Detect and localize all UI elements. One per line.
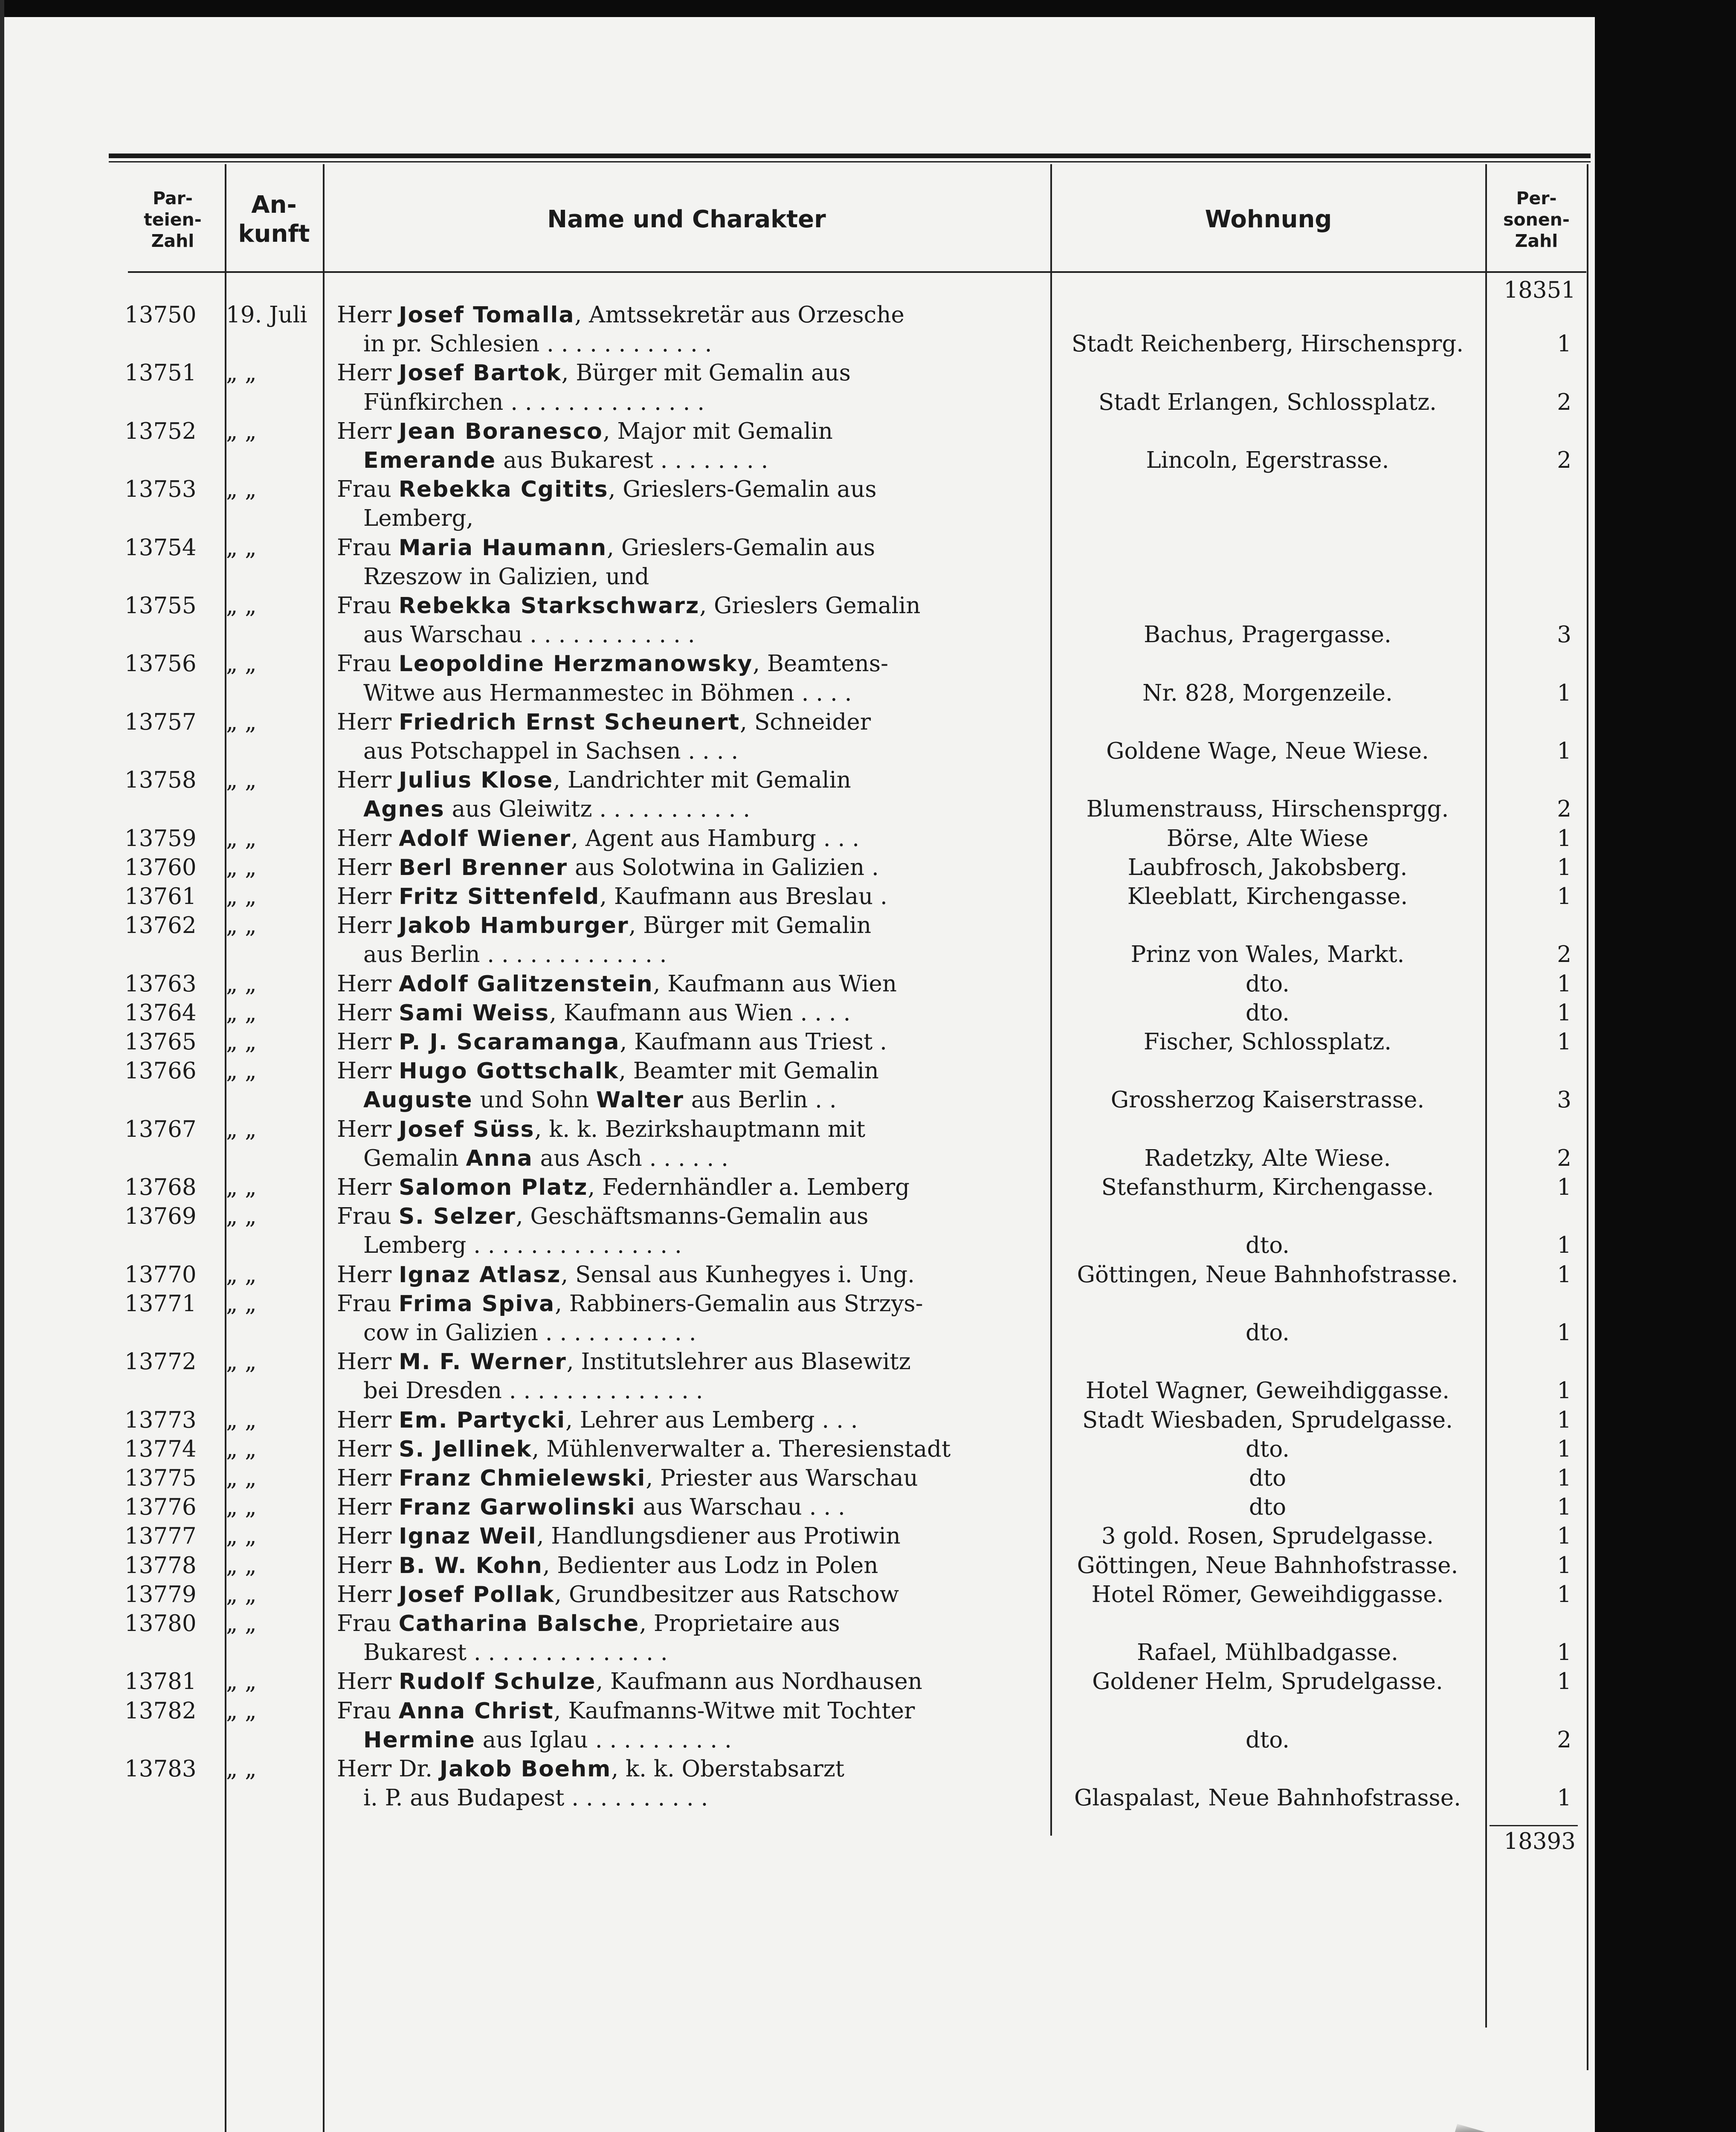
name-line-cont xyxy=(337,620,1047,649)
total-rule xyxy=(1490,1825,1578,1826)
name-line: Frau Catharina Balsche, Proprietaire aus xyxy=(337,1611,840,1637)
partei-number: 13750 xyxy=(125,302,197,328)
name-line: Frau Frima Spiva, Rabbiners-Gemalin aus Strzys- xyxy=(337,1290,923,1317)
guest-name: Friedrich Ernst Scheunert xyxy=(399,709,740,735)
header-text: Zahl xyxy=(1515,231,1558,251)
arrival-date: „ „ xyxy=(226,1494,257,1521)
name-continuation: Hermine aus Iglau . . . . . . . . . . xyxy=(363,1726,732,1753)
name-line: Herr Sami Weiss, Kaufmann aus Wien . . . . xyxy=(337,999,851,1026)
guest-name: Anna Christ xyxy=(398,1698,554,1724)
partei-number: 13767 xyxy=(125,1116,197,1142)
arrival-date: „ „ xyxy=(226,1407,257,1433)
header-text: Wohnung xyxy=(1205,205,1332,233)
wohnung: Stefansthurm, Kirchengasse. xyxy=(1101,1174,1434,1200)
wohnung: Prinz von Wales, Markt. xyxy=(1130,941,1405,968)
personen-count: 1 xyxy=(1557,1174,1571,1200)
guest-name: Hugo Gottschalk xyxy=(399,1058,619,1084)
personen-count: 1 xyxy=(1557,1261,1571,1288)
personen-count: 1 xyxy=(1557,1029,1571,1055)
personen-count: 1 xyxy=(1557,1436,1571,1462)
paper-scuff-mark xyxy=(1443,2124,1580,2132)
partei-number: 13774 xyxy=(125,1436,197,1462)
wohnung: dto xyxy=(1249,1465,1287,1491)
wohnung: Rafael, Mühlbadgasse. xyxy=(1136,1640,1399,1666)
guest-name: P. J. Scaramanga xyxy=(399,1029,620,1055)
guest-name: Leopoldine Herzmanowsky xyxy=(398,651,753,677)
name-line: Herr Julius Klose, Landrichter mit Gemalin xyxy=(337,767,851,794)
carried-total: 18351 xyxy=(1504,277,1576,303)
personen-count: 2 xyxy=(1557,796,1571,823)
personen-count: 1 xyxy=(1557,1320,1571,1346)
column-divider xyxy=(323,164,325,2132)
name-line: Herr Josef Pollak, Grundbesitzer aus Ratschow xyxy=(337,1581,899,1608)
name-line-cont xyxy=(337,737,1047,766)
personen-count: 1 xyxy=(1557,1232,1571,1259)
name-line-cont xyxy=(337,330,1047,359)
header-text: Par- xyxy=(153,188,193,209)
wohnung: Börse, Alte Wiese xyxy=(1166,825,1369,852)
partei-number: 13766 xyxy=(125,1058,197,1084)
partei-number: 13758 xyxy=(125,767,197,794)
guest-name: M. F. Werner xyxy=(399,1349,567,1375)
arrival-date: „ „ xyxy=(226,360,257,386)
name-line: Herr Hugo Gottschalk, Beamter mit Gemalin xyxy=(337,1058,879,1084)
personen-count: 1 xyxy=(1557,999,1571,1026)
personen-count: 1 xyxy=(1557,331,1571,357)
name-line-cont xyxy=(337,1086,1047,1115)
guest-name: Adolf Galitzenstein xyxy=(399,971,653,997)
name-line-cont xyxy=(337,1231,1047,1260)
name-line: Herr Josef Bartok, Bürger mit Gemalin aus xyxy=(337,360,851,386)
personen-count: 2 xyxy=(1557,1726,1571,1753)
partei-number: 13762 xyxy=(125,912,197,939)
arrival-date: „ „ xyxy=(226,970,257,997)
arrival-date: „ „ xyxy=(226,1552,257,1579)
partei-number: 13764 xyxy=(125,999,197,1026)
personen-count: 1 xyxy=(1557,1494,1571,1521)
arrival-date: „ „ xyxy=(226,1611,257,1637)
name-line: Herr Jean Boranesco, Major mit Gemalin xyxy=(337,418,833,444)
partei-number: 13756 xyxy=(125,651,197,677)
arrival-date: „ „ xyxy=(226,1174,257,1200)
guest-name: Hermine xyxy=(363,1727,475,1753)
guest-name: Jakob Hamburger xyxy=(399,913,629,939)
guest-name: B. W. Kohn xyxy=(399,1553,543,1579)
personen-count: 1 xyxy=(1557,825,1571,852)
wohnung: Stadt Reichenberg, Hirschensprg. xyxy=(1071,331,1464,357)
guest-name: Julius Klose xyxy=(399,768,554,794)
name-continuation: Rzeszow in Galizien, und xyxy=(363,563,649,590)
wohnung: Glaspalast, Neue Bahnhofstrasse. xyxy=(1074,1785,1461,1811)
name-line: Herr Ignaz Atlasz, Sensal aus Kunhegyes i. Ung. xyxy=(337,1261,915,1288)
arrival-date: „ „ xyxy=(226,825,257,852)
header-text: teien- xyxy=(144,209,202,230)
wohnung: Grossherzog Kaiserstrasse. xyxy=(1110,1087,1425,1113)
guest-name: Auguste xyxy=(363,1087,473,1113)
arrival-date: „ „ xyxy=(226,534,257,561)
header-ankunft xyxy=(226,171,322,269)
name-line-cont xyxy=(337,1726,1047,1755)
name-line: Herr B. W. Kohn, Bedienter aus Lodz in Polen xyxy=(337,1552,878,1579)
arrival-date: 19. Juli xyxy=(226,302,307,328)
guest-name: S. Selzer xyxy=(398,1204,516,1230)
name-continuation: Witwe aus Hermanmestec in Böhmen . . . . xyxy=(363,680,852,706)
arrival-date: „ „ xyxy=(226,1116,257,1142)
header-text: An- xyxy=(251,191,297,219)
guest-name: Rebekka Cgitits xyxy=(398,477,609,503)
name-continuation: Gemalin Anna aus Asch . . . . . . xyxy=(363,1145,728,1171)
header-partei-zahl xyxy=(124,171,222,269)
partei-number: 13753 xyxy=(125,476,197,503)
partei-number: 13781 xyxy=(125,1669,197,1695)
name-line: Herr Franz Garwolinski aus Warschau . . . xyxy=(337,1494,845,1521)
personen-count: 1 xyxy=(1557,1581,1571,1608)
name-line: Herr Adolf Wiener, Agent aus Hamburg . . . xyxy=(337,825,860,852)
personen-count: 1 xyxy=(1557,1785,1571,1811)
arrival-date: „ „ xyxy=(226,1349,257,1375)
guest-name: Berl Brenner xyxy=(399,855,568,881)
guest-name: Maria Haumann xyxy=(398,535,607,561)
wohnung: Lincoln, Egerstrasse. xyxy=(1146,447,1389,473)
partei-number: 13773 xyxy=(125,1407,197,1433)
partei-number: 13760 xyxy=(125,854,197,881)
name-continuation: Emerande aus Bukarest . . . . . . . . xyxy=(363,447,768,473)
wohnung: Stadt Erlangen, Schlossplatz. xyxy=(1098,389,1437,415)
scan-left-edge xyxy=(0,0,4,2132)
partei-number: 13779 xyxy=(125,1581,197,1608)
name-line-cont xyxy=(337,1784,1047,1813)
wohnung: Fischer, Schlossplatz. xyxy=(1143,1029,1392,1055)
wohnung: Göttingen, Neue Bahnhofstrasse. xyxy=(1077,1261,1458,1288)
wohnung: Blumenstrauss, Hirschensprgg. xyxy=(1086,796,1449,823)
guest-name: Sami Weiss xyxy=(399,1000,550,1026)
final-total: 18393 xyxy=(1504,1828,1576,1854)
guest-name: Josef Bartok xyxy=(399,360,562,386)
scan-right-border xyxy=(1595,0,1736,2132)
header-wohnung xyxy=(1052,171,1485,269)
guest-name: Fritz Sittenfeld xyxy=(399,884,600,910)
partei-number: 13776 xyxy=(125,1494,197,1521)
name-line-cont xyxy=(337,446,1047,475)
column-divider xyxy=(225,164,226,2132)
partei-number: 13778 xyxy=(125,1552,197,1579)
guest-name: Franz Garwolinski xyxy=(399,1495,636,1521)
personen-count: 2 xyxy=(1557,447,1571,473)
column-divider xyxy=(1050,164,1052,1836)
arrival-date: „ „ xyxy=(226,593,257,619)
partei-number: 13757 xyxy=(125,709,197,735)
partei-number: 13754 xyxy=(125,534,197,561)
scan-top-border xyxy=(0,0,1736,17)
header-text: sonen- xyxy=(1503,209,1570,230)
name-line: Herr Josef Tomalla, Amtssekretär aus Orzesche xyxy=(337,302,904,328)
personen-count: 2 xyxy=(1557,389,1571,415)
guest-name: Walter xyxy=(596,1087,684,1113)
guest-name: Jean Boranesco xyxy=(399,418,603,444)
personen-count: 1 xyxy=(1557,854,1571,881)
name-line: Herr S. Jellinek, Mühlenverwalter a. Theresienstadt xyxy=(337,1436,951,1462)
guest-name: Josef Süss xyxy=(399,1116,535,1142)
guest-name: Ignaz Weil xyxy=(399,1524,537,1550)
partei-number: 13768 xyxy=(125,1174,197,1200)
name-line-cont xyxy=(337,1144,1047,1173)
guest-name: Rebekka Starkschwarz xyxy=(398,593,700,619)
name-line: Herr Josef Süss, k. k. Bezirkshauptmann mit xyxy=(337,1116,866,1142)
partei-number: 13772 xyxy=(125,1349,197,1375)
name-continuation: Agnes aus Gleiwitz . . . . . . . . . . . xyxy=(363,796,751,823)
arrival-date: „ „ xyxy=(226,1581,257,1608)
arrival-date: „ „ xyxy=(226,1203,257,1230)
personen-count: 2 xyxy=(1557,941,1571,968)
wohnung: dto. xyxy=(1245,1436,1290,1462)
wohnung: dto. xyxy=(1245,1320,1290,1346)
arrival-date: „ „ xyxy=(226,476,257,503)
arrival-date: „ „ xyxy=(226,1029,257,1055)
partei-number: 13782 xyxy=(125,1697,197,1724)
personen-count: 3 xyxy=(1557,622,1571,648)
arrival-date: „ „ xyxy=(226,854,257,881)
partei-number: 13752 xyxy=(125,418,197,444)
column-divider xyxy=(1485,164,1487,2028)
name-line: Herr Ignaz Weil, Handlungsdiener aus Protiwin xyxy=(337,1523,901,1550)
guest-name: S. Jellinek xyxy=(399,1436,532,1462)
guest-name: Frima Spiva xyxy=(398,1291,555,1317)
personen-count: 1 xyxy=(1557,1523,1571,1550)
name-line: Herr M. F. Werner, Institutslehrer aus Blasewitz xyxy=(337,1349,911,1375)
name-continuation: Lemberg, xyxy=(363,505,474,532)
name-line: Frau Anna Christ, Kaufmanns-Witwe mit Tochter xyxy=(337,1697,915,1724)
wohnung: dto. xyxy=(1245,999,1290,1026)
name-line: Frau Maria Haumann, Grieslers-Gemalin aus xyxy=(337,534,875,561)
guest-name: Josef Pollak xyxy=(399,1582,555,1608)
name-continuation: cow in Galizien . . . . . . . . . . . xyxy=(363,1320,696,1346)
personen-count: 1 xyxy=(1557,970,1571,997)
wohnung: dto. xyxy=(1245,1726,1290,1753)
wohnung: Radetzky, Alte Wiese. xyxy=(1144,1145,1391,1171)
header-text: Zahl xyxy=(151,231,194,251)
wohnung: dto. xyxy=(1245,1232,1290,1259)
name-continuation: aus Berlin . . . . . . . . . . . . . xyxy=(363,941,667,968)
name-continuation: aus Potschappel in Sachsen . . . . xyxy=(363,738,739,764)
arrival-date: „ „ xyxy=(226,1290,257,1317)
arrival-date: „ „ xyxy=(226,767,257,794)
partei-number: 13770 xyxy=(125,1261,197,1288)
partei-number: 13780 xyxy=(125,1611,197,1637)
name-line: Herr Rudolf Schulze, Kaufmann aus Nordhausen xyxy=(337,1669,922,1695)
name-line: Frau S. Selzer, Geschäftsmanns-Gemalin aus xyxy=(337,1203,869,1230)
partei-number: 13759 xyxy=(125,825,197,852)
arrival-date: „ „ xyxy=(226,1669,257,1695)
wohnung: Goldene Wage, Neue Wiese. xyxy=(1106,738,1429,764)
name-line-cont xyxy=(337,940,1047,969)
header-text: Name und Charakter xyxy=(547,205,826,233)
wohnung: 3 gold. Rosen, Sprudelgasse. xyxy=(1101,1523,1434,1550)
wohnung: Nr. 828, Morgenzeile. xyxy=(1142,680,1393,706)
personen-count: 1 xyxy=(1557,1669,1571,1695)
arrival-date: „ „ xyxy=(226,418,257,444)
partei-number: 13761 xyxy=(125,884,197,910)
arrival-date: „ „ xyxy=(226,1436,257,1462)
wohnung: dto. xyxy=(1245,970,1290,997)
arrival-date: „ „ xyxy=(226,651,257,677)
wohnung: dto xyxy=(1249,1494,1287,1521)
partei-number: 13771 xyxy=(125,1290,197,1317)
personen-count: 1 xyxy=(1557,680,1571,706)
name-continuation: Auguste und Sohn Walter aus Berlin . . xyxy=(363,1087,837,1113)
arrival-date: „ „ xyxy=(226,1756,257,1782)
name-line: Herr Em. Partycki, Lehrer aus Lemberg . . . xyxy=(337,1407,858,1433)
partei-number: 13775 xyxy=(125,1465,197,1491)
name-line-cont xyxy=(337,679,1047,708)
name-continuation: Bukarest . . . . . . . . . . . . . . xyxy=(363,1640,668,1666)
column-divider xyxy=(1587,164,1588,2070)
header-personen-zahl xyxy=(1487,171,1586,269)
name-line: Herr Adolf Galitzenstein, Kaufmann aus Wien xyxy=(337,970,897,997)
personen-count: 1 xyxy=(1557,1552,1571,1579)
guest-name: Anna xyxy=(466,1145,533,1171)
guest-name: Emerande xyxy=(363,448,496,473)
personen-count: 1 xyxy=(1557,1378,1571,1404)
name-line-cont xyxy=(337,1376,1047,1405)
guest-name: Josef Tomalla xyxy=(399,302,575,328)
arrival-date: „ „ xyxy=(226,912,257,939)
partei-number: 13783 xyxy=(125,1756,197,1782)
partei-number: 13755 xyxy=(125,593,197,619)
name-line: Herr Friedrich Ernst Scheunert, Schneider xyxy=(337,709,871,735)
wohnung: Bachus, Pragergasse. xyxy=(1144,622,1391,648)
name-line: Herr Dr. Jakob Boehm, k. k. Oberstabsarzt xyxy=(337,1756,845,1782)
name-line: Herr Berl Brenner aus Solotwina in Galizien . xyxy=(337,854,879,881)
guest-name: Rudolf Schulze xyxy=(399,1669,596,1695)
name-line-cont xyxy=(337,504,1047,533)
header-bottom-rule xyxy=(128,271,1586,273)
personen-count: 1 xyxy=(1557,884,1571,910)
guest-name: Catharina Balsche xyxy=(398,1611,640,1637)
partei-number: 13751 xyxy=(125,360,197,386)
top-rule xyxy=(109,154,1591,158)
name-continuation: aus Warschau . . . . . . . . . . . . xyxy=(363,622,695,648)
guest-name: Em. Partycki xyxy=(399,1407,566,1433)
personen-count: 2 xyxy=(1557,1145,1571,1171)
name-line: Herr Jakob Hamburger, Bürger mit Gemalin xyxy=(337,912,872,939)
personen-count: 1 xyxy=(1557,1407,1571,1433)
arrival-date: „ „ xyxy=(226,999,257,1026)
name-line: Herr Salomon Platz, Federnhändler a. Lemberg xyxy=(337,1174,910,1200)
name-line: Herr Fritz Sittenfeld, Kaufmann aus Breslau . xyxy=(337,884,887,910)
arrival-date: „ „ xyxy=(226,884,257,910)
wohnung: Goldener Helm, Sprudelgasse. xyxy=(1092,1669,1443,1695)
wohnung: Hotel Wagner, Geweihdiggasse. xyxy=(1085,1378,1450,1404)
wohnung: Laubfrosch, Jakobsberg. xyxy=(1127,854,1408,881)
wohnung: Hotel Römer, Geweihdiggasse. xyxy=(1091,1581,1444,1608)
partei-number: 13763 xyxy=(125,970,197,997)
name-continuation: i. P. aus Budapest . . . . . . . . . . xyxy=(363,1785,708,1811)
partei-number: 13777 xyxy=(125,1523,197,1550)
guest-name: Franz Chmielewski xyxy=(399,1466,646,1491)
top-rule-thin xyxy=(109,161,1591,162)
guest-name: Salomon Platz xyxy=(399,1175,588,1200)
arrival-date: „ „ xyxy=(226,709,257,735)
personen-count: 3 xyxy=(1557,1087,1571,1113)
name-line: Frau Rebekka Cgitits, Grieslers-Gemalin aus xyxy=(337,476,877,503)
arrival-date: „ „ xyxy=(226,1465,257,1491)
header-text: Per- xyxy=(1516,188,1557,209)
guest-name: Jakob Boehm xyxy=(439,1756,612,1782)
name-continuation: Fünfkirchen . . . . . . . . . . . . . . xyxy=(363,389,705,415)
header-text: kunft xyxy=(238,220,310,248)
arrival-date: „ „ xyxy=(226,1697,257,1724)
arrival-date: „ „ xyxy=(226,1058,257,1084)
name-line-cont xyxy=(337,388,1047,417)
name-line: Frau Leopoldine Herzmanowsky, Beamtens- xyxy=(337,651,889,677)
name-line-cont xyxy=(337,1318,1047,1347)
guest-name: Adolf Wiener xyxy=(399,826,571,852)
name-line: Frau Rebekka Starkschwarz, Grieslers Gemalin xyxy=(337,593,921,619)
personen-count: 1 xyxy=(1557,1640,1571,1666)
wohnung: Kleeblatt, Kirchengasse. xyxy=(1127,884,1408,910)
arrival-date: „ „ xyxy=(226,1261,257,1288)
personen-count: 1 xyxy=(1557,738,1571,764)
guest-name: Ignaz Atlasz xyxy=(399,1262,561,1288)
arrival-date: „ „ xyxy=(226,1523,257,1550)
wohnung: Göttingen, Neue Bahnhofstrasse. xyxy=(1077,1552,1458,1579)
name-line-cont xyxy=(337,1638,1047,1667)
name-line: Herr Franz Chmielewski, Priester aus Warschau xyxy=(337,1465,918,1491)
partei-number: 13769 xyxy=(125,1203,197,1230)
partei-number: 13765 xyxy=(125,1029,197,1055)
name-line: Herr P. J. Scaramanga, Kaufmann aus Triest . xyxy=(337,1029,887,1055)
header-name-und-charakter xyxy=(324,171,1049,269)
personen-count: 1 xyxy=(1557,1465,1571,1491)
name-continuation: in pr. Schlesien . . . . . . . . . . . . xyxy=(363,331,712,357)
guest-name: Agnes xyxy=(363,797,445,823)
name-continuation: bei Dresden . . . . . . . . . . . . . . xyxy=(363,1378,703,1404)
name-continuation: Lemberg . . . . . . . . . . . . . . . xyxy=(363,1232,682,1259)
name-line-cont xyxy=(337,562,1047,591)
name-line-cont xyxy=(337,795,1047,824)
wohnung: Stadt Wiesbaden, Sprudelgasse. xyxy=(1082,1407,1453,1433)
